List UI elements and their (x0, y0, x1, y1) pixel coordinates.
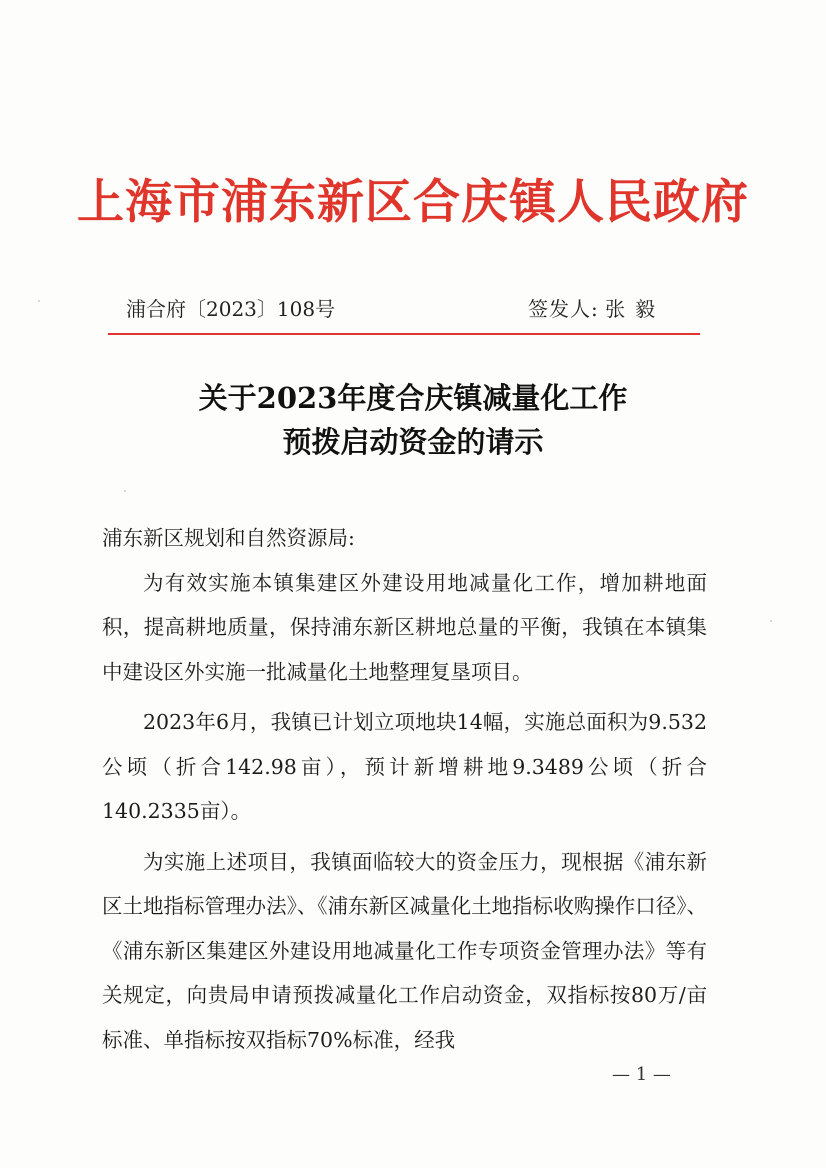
document-title-line-1: 关于2023年度合庆镇减量化工作 (198, 381, 628, 415)
page-number: — 1 — (612, 1064, 671, 1085)
document-body (102, 516, 707, 1062)
red-divider-line (108, 333, 700, 335)
body-paragraph-3: 为实施上述项目，我镇面临较大的资金压力，现根据《浦东新区土地指标管理办法》、《浦东新区减量化土地指标收购操作口径》、《浦东新区集建区外建设用地减量化工作专项资金管理办法》等有关规定，向贵局申请预拨减量化工作启动资金，双指标按80万/亩标准、单指标按双指标70%标准，经我 (102, 849, 707, 1052)
signer-label: 签发人: (528, 297, 599, 321)
document-number: 浦合府〔2023〕108号 (126, 297, 336, 321)
signer (528, 294, 665, 324)
body-paragraph-1: 为有效实施本镇集建区外建设用地减量化工作，增加耕地面积，提高耕地质量，保持浦东新区耕地总量的平衡，我镇在本镇集中建设区外实施一批减量化土地整理复垦项目。 (102, 570, 707, 684)
issuing-organization-title: 上海市浦东新区合庆镇人民政府 (77, 175, 749, 230)
document-title-line-2: 预拨启动资金的请示 (282, 425, 544, 459)
signer-name: 张毅 (605, 297, 666, 321)
addressee: 浦东新区规划和自然资源局: (102, 526, 355, 550)
scan-speck (38, 300, 40, 302)
body-paragraph-2: 2023年6月，我镇已计划立项地块14幅，实施总面积为9.532公顷（折合142.98亩），预计新增耕地9.3489公顷（折合140.2335亩）。 (102, 710, 707, 823)
scan-speck (770, 620, 772, 622)
scan-speck (124, 490, 126, 492)
